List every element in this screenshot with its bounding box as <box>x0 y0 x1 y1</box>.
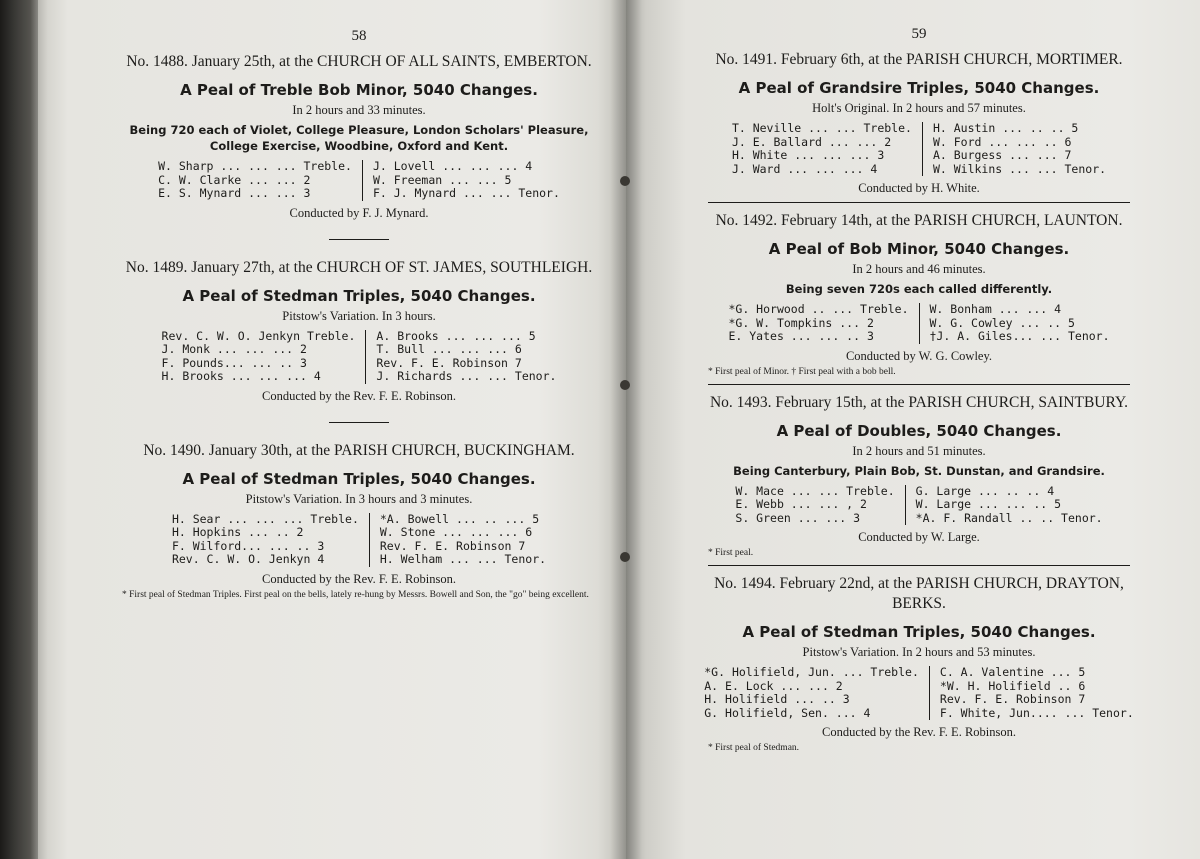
ringer: F. White, Jun.... ... Tenor. <box>939 705 1134 720</box>
binding-stitch <box>620 552 630 562</box>
ringer: *G. W. Tompkins ... 2 <box>728 315 874 330</box>
ringer: H. Brooks ... ... ... 4 <box>161 369 321 383</box>
ringer: F. J. Mynard ... ... Tenor. <box>372 186 560 200</box>
ringer: J. Lovell ... ... ... 4 <box>372 159 533 173</box>
ringer-column-left <box>725 485 905 526</box>
ringer: H. Hopkins ... .. 2 <box>171 525 304 539</box>
peal-methods: Being Canterbury, Plain Bob, St. Dunstan, and Grandsire. <box>733 463 1105 478</box>
ringer: Rev. F. E. Robinson 7 <box>939 692 1086 706</box>
conducted-by: Conducted by F. J. Mynard. <box>289 205 429 220</box>
peal-header: No. 1488. January 25th, at the CHURCH OF ALL SAINTS, EMBERTON. <box>126 53 592 70</box>
peal-methods: Being seven 720s each called differently. <box>785 282 1053 296</box>
divider <box>708 202 1130 203</box>
peal-title: A Peal of Bob Minor, 5040 Changes. <box>768 240 1070 258</box>
peal-methods: Being 720 each of Violet, College Pleasure, London Scholars' Pleasure, College Exercise, Woodbine, Oxford and Kent. <box>129 123 589 153</box>
book-spine <box>0 0 38 859</box>
ringer: W. G. Cowley ... .. 5 <box>929 315 1075 330</box>
peal-header: No. 1494. February 22nd, at the PARISH CHURCH, DRAYTON, BERKS. <box>714 575 1124 612</box>
peal-timing: Holt's Original. In 2 hours and 57 minutes. <box>812 101 1026 115</box>
ringer: *G. Holifield, Jun. ... Treble. <box>704 665 919 679</box>
peal-header: No. 1491. February 6th, at the PARISH CHURCH, MORTIMER. <box>715 51 1123 68</box>
peal-title: A Peal of Stedman Triples, 5040 Changes. <box>182 286 536 305</box>
ringer: H. Sear ... ... ... Treble. <box>171 511 359 526</box>
ringer: S. Green ... ... 3 <box>735 510 861 525</box>
peal-timing: Pitstow's Variation. In 2 hours and 53 minutes. <box>802 645 1036 659</box>
ringer-table <box>122 513 596 567</box>
peal-header: No. 1492. February 14th, at the PARISH CHURCH, LAUNTON. <box>715 212 1123 229</box>
divider <box>708 384 1130 385</box>
ringer: C. A. Valentine ... 5 <box>939 665 1086 679</box>
ringer-column-right <box>930 666 1144 720</box>
ringer: *A. Bowell ... .. ... 5 <box>379 511 540 526</box>
peal-timing: In 2 hours and 33 minutes. <box>292 103 426 117</box>
ringer: W. Freeman ... ... 5 <box>372 172 512 187</box>
ringer: H. Austin ... .. .. 5 <box>932 121 1079 135</box>
ringer: †J. A. Giles... ... Tenor. <box>929 329 1110 343</box>
peal-entry <box>708 50 1130 196</box>
ringer: T. Neville ... ... Treble. <box>731 121 912 135</box>
peal-timing: In 2 hours and 46 minutes. <box>852 262 986 276</box>
peal-timing: Pitstow's Variation. In 3 hours. <box>282 308 436 323</box>
peal-entry <box>122 258 596 404</box>
binding-stitch <box>620 176 630 186</box>
footnote: * First peal of Stedman. <box>708 743 800 753</box>
peal-header: No. 1493. February 15th, at the PARISH CHURCH, SAINTBURY. <box>709 393 1129 411</box>
divider <box>329 422 389 423</box>
page-number: 59 <box>911 26 927 42</box>
ringer-table <box>708 303 1130 344</box>
peal-entry <box>708 211 1130 378</box>
ringer-column-right <box>906 485 1113 526</box>
peal-timing: Pitstow's Variation. In 3 hours and 3 minutes. <box>245 491 473 506</box>
ringer: *G. Horwood .. ... Treble. <box>728 302 909 316</box>
ringer: Rev. C. W. O. Jenkyn 4 <box>171 552 325 566</box>
ringer-column-left <box>722 122 923 176</box>
peal-header: No. 1489. January 27th, at the CHURCH OF ST. JAMES, SOUTHLEIGH. <box>125 258 593 276</box>
conducted-by: Conducted by the Rev. F. E. Robinson. <box>261 571 456 586</box>
footnote: * First peal of Minor. † First peal with a bob bell. <box>708 366 896 377</box>
ringer-table <box>708 122 1130 176</box>
ringer-column-right <box>923 122 1116 176</box>
ringer: W. Wilkins ... ... Tenor. <box>932 161 1107 176</box>
ringer-column-right <box>363 160 570 201</box>
ringer: W. Bonham ... ... 4 <box>929 302 1062 316</box>
footnote: * First peal. <box>708 548 754 558</box>
ringer: E. Webb ... ... , 2 <box>735 497 867 511</box>
footnote: * First peal of Stedman Triples. First peal on the bells, lately re-hung by Messrs. Bowell and Son, the "go" being excellent. <box>122 589 589 600</box>
peal-title: A Peal of Stedman Triples, 5040 Changes. <box>182 469 536 488</box>
ringer-table <box>122 160 596 201</box>
ringer: H. Welham ... ... Tenor. <box>379 552 547 566</box>
ringer: J. Richards ... ... Tenor. <box>376 369 557 383</box>
ringer: E. S. Mynard ... ... 3 <box>158 186 311 200</box>
ringer-table <box>708 485 1130 526</box>
ringer: W. Ford ... ... .. 6 <box>932 134 1072 149</box>
ringer: Rev. C. W. O. Jenkyn Treble. <box>161 328 356 343</box>
ringer: J. Monk ... ... ... 2 <box>161 342 307 356</box>
peal-timing: In 2 hours and 51 minutes. <box>852 443 986 458</box>
ringer: F. Pounds... ... .. 3 <box>161 355 307 370</box>
ringer: *W. H. Holifield .. 6 <box>939 678 1086 693</box>
peal-title: A Peal of Doubles, 5040 Changes. <box>776 421 1062 440</box>
peal-entry <box>704 574 1134 754</box>
ringer-column-right <box>366 330 566 384</box>
ringer: A. Burgess ... ... 7 <box>932 148 1072 162</box>
ringer-column-left <box>162 513 370 567</box>
ringer-column-left <box>152 330 367 384</box>
ringer: C. W. Clarke ... ... 2 <box>158 172 311 187</box>
ringer: G. Large ... .. .. 4 <box>915 483 1055 498</box>
peal-entry <box>708 393 1130 560</box>
ringer-column-left <box>148 160 363 201</box>
right-page <box>626 0 1200 859</box>
ringer: G. Holifield, Sen. ... 4 <box>704 705 871 720</box>
divider <box>708 565 1130 566</box>
binding-stitch <box>620 380 630 390</box>
conducted-by: Conducted by W. Large. <box>858 530 980 544</box>
conducted-by: Conducted by W. G. Cowley. <box>845 348 993 363</box>
peal-header: No. 1490. January 30th, at the PARISH CHURCH, BUCKINGHAM. <box>143 441 575 459</box>
page-number: 58 <box>351 28 367 44</box>
ringer-column-left <box>718 303 919 344</box>
ringer: J. E. Ballard ... ... 2 <box>731 134 892 149</box>
ringer: Rev. F. E. Robinson 7 <box>376 355 522 370</box>
ringer: *A. F. Randall .. .. Tenor. <box>915 510 1103 525</box>
peal-title: A Peal of Stedman Triples, 5040 Changes. <box>742 623 1096 641</box>
ringer: H. Holifield ... .. 3 <box>704 692 850 706</box>
ringer: H. White ... ... ... 3 <box>731 148 885 162</box>
ringer: W. Stone ... ... ... 6 <box>379 525 533 539</box>
ringer: F. Wilford... ... .. 3 <box>171 538 325 553</box>
ringer: J. Ward ... ... ... 4 <box>731 161 878 176</box>
ringer: A. E. Lock ... ... 2 <box>704 678 843 693</box>
ringer-column-left <box>694 666 930 720</box>
ringer-column-right <box>370 513 556 567</box>
conducted-by: Conducted by the Rev. F. E. Robinson. <box>261 388 456 403</box>
ringer: W. Large ... ... .. 5 <box>915 497 1062 511</box>
ringer: Rev. F. E. Robinson 7 <box>379 538 526 553</box>
ringer: W. Mace ... ... Treble. <box>735 483 895 498</box>
peal-entry <box>122 52 596 221</box>
ringer-table <box>122 330 596 384</box>
peal-entry <box>122 441 596 601</box>
ringer: W. Sharp ... ... ... Treble. <box>158 159 352 173</box>
conducted-by: Conducted by H. White. <box>858 181 980 195</box>
peal-title: A Peal of Grandsire Triples, 5040 Changes. <box>738 79 1100 97</box>
divider <box>329 239 389 240</box>
ringer: T. Bull ... ... ... 6 <box>376 342 522 356</box>
peal-title: A Peal of Treble Bob Minor, 5040 Changes. <box>180 81 538 99</box>
ringer: E. Yates ... ... .. 3 <box>728 329 874 343</box>
left-page <box>38 0 626 859</box>
ringer-column-right <box>920 303 1120 344</box>
conducted-by: Conducted by the Rev. F. E. Robinson. <box>821 725 1016 739</box>
ringer: A. Brooks ... ... ... 5 <box>376 328 536 343</box>
ringer-table <box>704 665 1134 720</box>
